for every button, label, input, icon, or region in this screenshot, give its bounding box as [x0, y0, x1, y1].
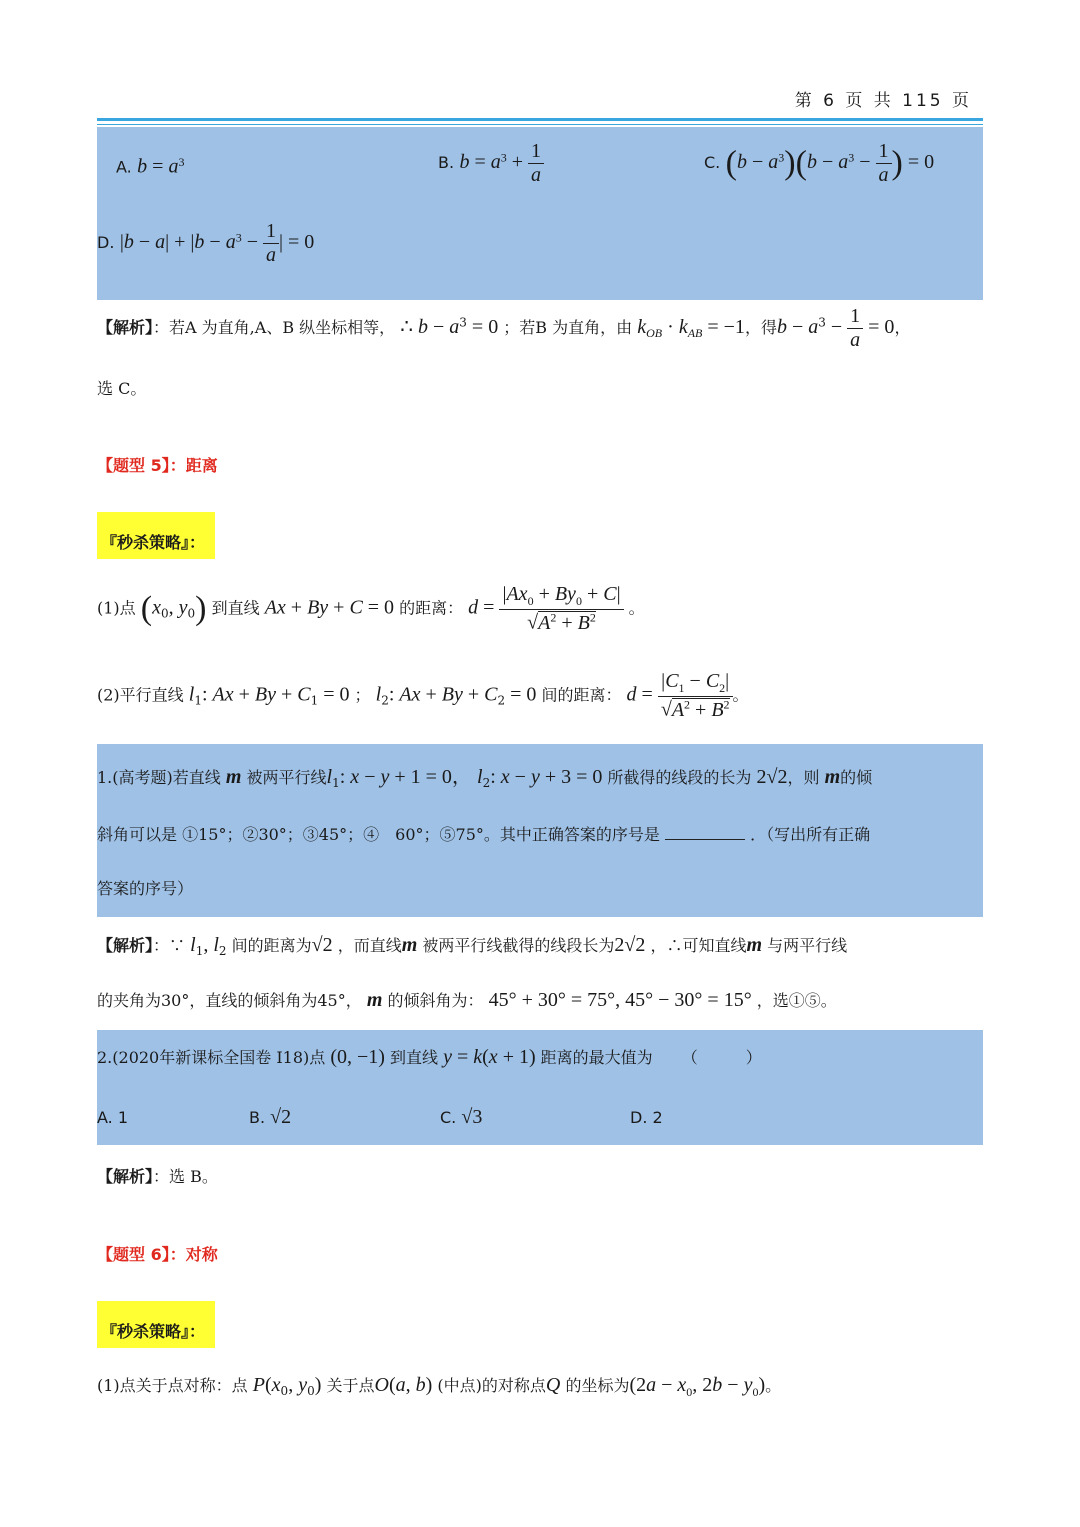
distance-formula-point-line: (1)点 ($x_0$, $y_0$) 到直线 Ax + By + C = 0 的距离： d = $\frac{|Ax_0 + By_0 + C|}{√A^2 + B^2}$ 。 — [97, 583, 645, 634]
section-heading-type5: 【题型 5】：距离 — [97, 456, 218, 475]
option-d: D. $|b - a| + |b - a^3$ − $\frac{1}{a}$ | = 0 — [97, 220, 315, 266]
header-rule — [97, 118, 983, 121]
strategy-label-2: 『秒杀策略』： — [97, 1301, 215, 1348]
section-heading-type6: 【题型 6】：对称 — [97, 1245, 218, 1264]
q2-option-a[interactable]: A. 1 — [97, 1108, 129, 1127]
header-rule-thin — [97, 124, 983, 125]
q2-option-b[interactable]: B. √2 — [249, 1106, 292, 1128]
q2-option-d[interactable]: D. 2 — [630, 1108, 663, 1127]
analysis-1-line1: 【解析】：若A 为直角,A、B 纵坐标相等， ∴ $b - a^3 = 0$ ；若B 为直角，由 $k_{OB} \cdot k_{AB} = -1$，得$b - a^3$ − $\frac{1}{a}$ = 0， — [97, 305, 911, 351]
symmetry-formula-point: (1)点关于点对称：点 $P(x_0$, $y_0$) 关于点O(a, b) (中点)的对称点Q 的坐标为($2a - x_0$, $2b - y_0$)。 — [97, 1374, 782, 1399]
analysis-2-line2: 的夹角为30°，直线的倾斜角为45°， m 的倾斜角为： 45° + 30° = 75°, 45° − 30° = 15° ，选①⑤。 — [97, 989, 837, 1011]
page-number: 第 6 页 共 115 页 — [794, 91, 972, 111]
analysis-2-line1: 【解析】：∵ $l_1$, $l_2$ 间的距离为√2 ，而直线m 被两平行线截得的线段长为2√2 ，∴可知直线m 与两平行线 — [97, 934, 848, 959]
q2-option-c[interactable]: C. √3 — [440, 1106, 483, 1128]
analysis-3: 【解析】：选 B。 — [97, 1167, 218, 1186]
answer-blank[interactable] — [665, 839, 745, 840]
strategy-label-1: 『秒杀策略』： — [97, 512, 215, 559]
question-2-stem: 2.(2020年新课标全国卷 Ⅰ18)点 (0, −1) 到直线 y = k(x + 1) 距离的最大值为 （ ） — [97, 1046, 762, 1068]
option-a: A. $b = a^3$ — [116, 155, 185, 178]
question-1-line3: 答案的序号） — [97, 879, 194, 898]
question-1-line1: 1.(高考题)若直线 m 被两平行线$l_1$: x − y + 1 = 0， $l_2$: x − y + 3 = 0 所截得的线段的长为 2√2，则 m的倾 — [97, 766, 873, 791]
question-1-line2: 斜角可以是 ①15°；②30°；③45°；④ 60°；⑤75°。其中正确答案的序号是 ．（写出所有正确 — [97, 825, 871, 844]
option-b: B. $b = a^3$ + $\frac{1}{a}$ — [438, 140, 544, 187]
analysis-1-line2: 选 C。 — [97, 379, 147, 398]
option-c: C. $(b - a^3)(b - a^3$ − $\frac{1}{a}$ ) = 0 — [704, 140, 935, 186]
distance-formula-parallel-lines: (2)平行直线 $l_1$: $Ax + By + C_1 = 0$ ； $l_2$: $Ax + By + C_2 = 0$ 间的距离： d = $\frac{|C_1 - C_2|}{√A^2 + B^2}$ 。 — [97, 670, 749, 721]
